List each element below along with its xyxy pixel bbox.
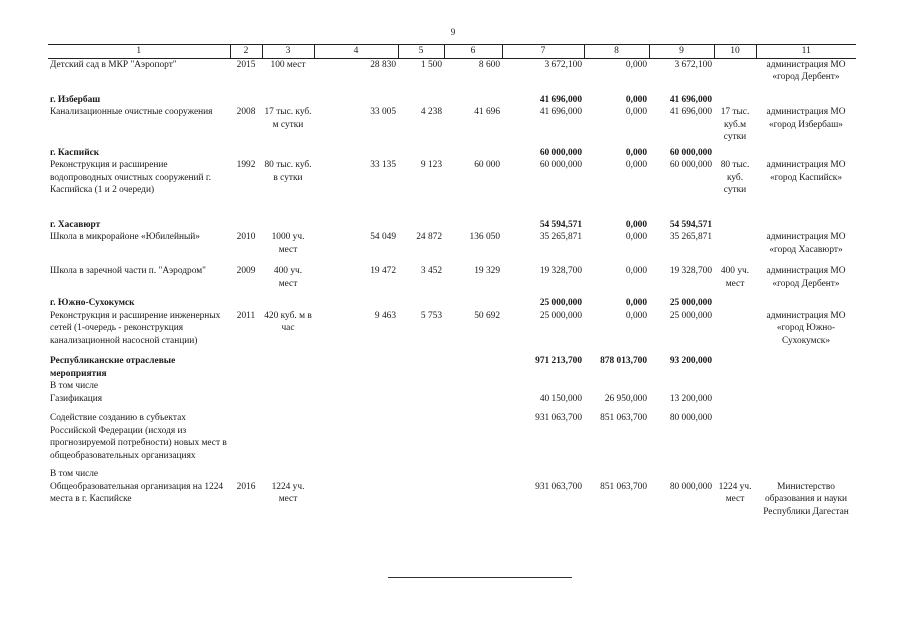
value-c9: 54 594,571 [669, 219, 712, 230]
value-c4: 33 135 [370, 160, 396, 170]
footer-rule [388, 577, 572, 578]
object-name: Школа в заречной части п. "Аэродром" [50, 266, 206, 276]
table-row [48, 310, 856, 348]
value-c9: 35 265,871 [669, 232, 712, 242]
year: 1992 [236, 160, 256, 170]
value-c8: 0,000 [625, 266, 647, 276]
value-c8: 851 063,700 [600, 413, 647, 423]
table-row [48, 412, 856, 462]
value-c8: 0,000 [625, 310, 647, 321]
value-c10 [714, 231, 756, 256]
object-name: Школа в микрорайоне «Юбилейный» [50, 232, 200, 242]
value-c9: 80 000,000 [669, 413, 712, 423]
year: 2009 [236, 266, 256, 276]
value-c8: 0,000 [625, 298, 647, 308]
responsible: Министерство образования и науки Республики Дагестан [763, 481, 849, 517]
city-row [48, 147, 856, 160]
city-name: г. Избербаш [50, 94, 101, 105]
col-header: 5 [398, 45, 444, 58]
column-number-row [48, 45, 856, 58]
col-header: 7 [502, 45, 584, 58]
col-header: 10 [714, 45, 756, 58]
col-header: 4 [314, 45, 398, 58]
responsible: администрация МО «город Избербаш» [766, 107, 846, 130]
subheading-row [48, 380, 856, 393]
city-name: г. Южно-Сухокумск [50, 298, 135, 308]
value-c8: 0,000 [625, 232, 647, 242]
value-c10: 17 тыс. куб.м сутки [720, 107, 750, 142]
col-header: 9 [649, 45, 714, 58]
city-name: г. Каспийск [50, 147, 100, 158]
value-c4: 28 830 [370, 59, 396, 70]
city-row [48, 219, 856, 232]
value-c5: 3 452 [420, 266, 442, 276]
table-row [48, 393, 856, 406]
object-name: Детский сад в МКР "Аэропорт" [50, 59, 177, 70]
section-name: Республиканские отраслевые мероприятия [50, 356, 176, 379]
value-c7: 19 328,700 [539, 266, 582, 276]
col-header: 6 [444, 45, 502, 58]
value-c6: 8 600 [478, 59, 500, 70]
value-c7: 931 063,700 [535, 413, 582, 423]
value-c9: 93 200,000 [669, 356, 712, 366]
value-c6: 60 000 [474, 160, 500, 170]
capacity: 17 тыс. куб. м сутки [264, 107, 312, 130]
value-c8: 0,000 [625, 160, 647, 170]
capacity: 420 куб. м в час [264, 310, 312, 333]
value-c4: 33 005 [370, 107, 396, 117]
object-name: Общеобразовательная организация на 1224 места в г. Каспийске [50, 481, 224, 504]
object-name: Содействие созданию в субъектах Российской Федерации (исходя из прогнозируемой потребности) новых мест в общеобразовательных организациях [50, 413, 227, 461]
value-c7: 41 696,000 [539, 94, 582, 105]
col-header: 3 [262, 45, 314, 58]
value-c4: 54 049 [370, 232, 396, 242]
value-c10: 1224 уч. мест [718, 481, 752, 504]
value-c4: 9 463 [374, 310, 396, 321]
value-c9: 19 328,700 [669, 266, 712, 276]
value-c10: 80 тыс. куб. сутки [720, 160, 750, 195]
investment-table [48, 45, 856, 518]
value-c9: 80 000,000 [669, 481, 712, 492]
value-c8: 0,000 [625, 219, 647, 230]
value-c6: 50 692 [474, 310, 500, 321]
value-c5: 5 753 [420, 310, 442, 321]
value-c8: 26 950,000 [604, 393, 647, 404]
value-c5: 24 872 [416, 232, 442, 242]
table-row [48, 481, 856, 519]
value-c10 [714, 310, 756, 348]
value-c9: 41 696,000 [669, 107, 712, 117]
table-row [48, 159, 856, 197]
value-c5: 1 500 [420, 59, 442, 70]
value-c5: 9 123 [420, 160, 442, 170]
table-row [48, 265, 856, 290]
capacity: 400 уч. мест [273, 266, 303, 289]
table-row [48, 58, 856, 84]
value-c10: 400 уч. мест [720, 266, 750, 289]
col-header: 1 [48, 45, 230, 58]
capacity: 100 мест [270, 59, 306, 70]
value-c10 [714, 58, 756, 84]
col-header: 2 [230, 45, 262, 58]
responsible: администрация МО «город Дербент» [766, 266, 846, 289]
subheading-row [48, 468, 856, 481]
value-c9: 25 000,000 [669, 298, 712, 308]
value-c7: 35 265,871 [539, 232, 582, 242]
value-c8: 0,000 [625, 59, 647, 70]
value-c8: 851 063,700 [600, 481, 647, 492]
subheading: В том числе [50, 381, 99, 391]
col-header: 8 [584, 45, 649, 58]
capacity: 1000 уч. мест [271, 232, 305, 255]
value-c6: 41 696 [474, 107, 500, 117]
page-number: 9 [450, 27, 456, 37]
value-c9: 41 696,000 [669, 94, 712, 105]
city-row [48, 94, 856, 107]
year: 2015 [236, 59, 256, 70]
value-c7: 25 000,000 [539, 310, 582, 321]
value-c4: 19 472 [370, 266, 396, 276]
value-c6: 136 050 [469, 232, 500, 242]
value-c7: 3 672,100 [544, 59, 582, 70]
value-c8: 0,000 [625, 94, 647, 105]
value-c7: 971 213,700 [535, 356, 582, 366]
capacity: 80 тыс. куб. в сутки [264, 160, 312, 183]
value-c7: 931 063,700 [535, 481, 582, 492]
year: 2010 [236, 232, 256, 242]
value-c9: 25 000,000 [669, 310, 712, 321]
value-c6: 19 329 [474, 266, 500, 276]
year: 2008 [236, 107, 256, 117]
city-name: г. Хасавюрт [50, 219, 101, 230]
value-c8: 878 013,700 [600, 356, 647, 366]
value-c7: 60 000,000 [539, 147, 582, 158]
object-name: Газификация [50, 393, 103, 404]
value-c7: 60 000,000 [539, 160, 582, 170]
value-c8: 0,000 [625, 147, 647, 158]
value-c9: 60 000,000 [669, 147, 712, 158]
object-name: Канализационные очистные сооружения [50, 107, 213, 117]
value-c7: 54 594,571 [539, 219, 582, 230]
value-c7: 25 000,000 [539, 298, 582, 308]
responsible: администрация МО «город Хасавюрт» [766, 232, 846, 255]
value-c9: 3 672,100 [674, 59, 712, 70]
object-name: Реконструкция и расширение водопроводных очистных сооружений г. Каспийска (1 и 2 очереди) [50, 160, 212, 195]
object-name: Реконструкция и расширение инженерных сетей (1-очередь - реконструкция канализационной насосной станции) [50, 310, 221, 346]
col-header: 11 [756, 45, 856, 58]
year: 2011 [236, 310, 256, 321]
value-c7: 41 696,000 [539, 107, 582, 117]
value-c5: 4 238 [420, 107, 442, 117]
city-row [48, 297, 856, 310]
table-row [48, 231, 856, 256]
table-row [48, 106, 856, 144]
year: 2016 [236, 481, 256, 492]
value-c9: 60 000,000 [669, 160, 712, 170]
capacity: 1224 уч. мест [271, 481, 305, 504]
section-row [48, 355, 856, 380]
value-c9: 13 200,000 [669, 393, 712, 404]
subheading: В том числе [50, 469, 99, 479]
responsible: администрация МО «город Южно-Сухокумск» [766, 310, 846, 346]
responsible: администрация МО «город Каспийск» [766, 160, 846, 183]
responsible: администрация МО «город Дербент» [766, 59, 846, 82]
value-c7: 40 150,000 [539, 393, 582, 404]
value-c8: 0,000 [625, 107, 647, 117]
